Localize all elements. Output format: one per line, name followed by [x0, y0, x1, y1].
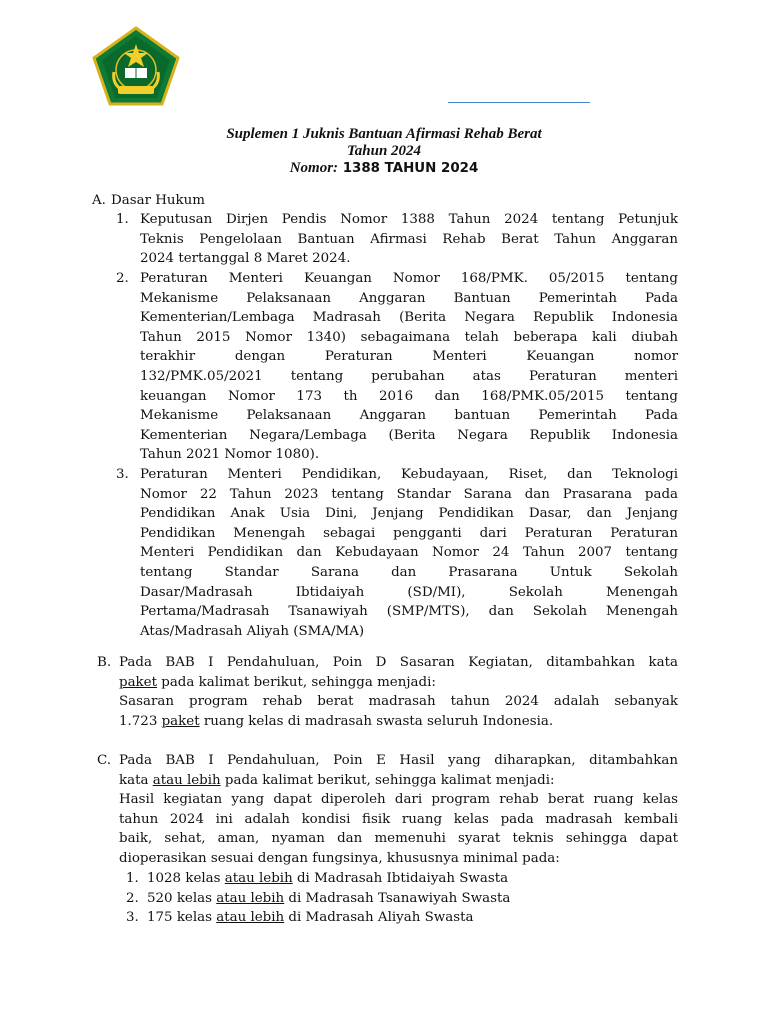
section-c-para-line: tahun 2024 ini adalah kondisi fisik ruang kelas pada madrasah kembali	[119, 811, 678, 827]
header-rule	[448, 102, 590, 103]
section-c-para-line: Hasil kegiatan yang dapat diperoleh dari program rehab berat ruang kelas	[119, 792, 678, 808]
item-text: Peraturan Menteri Pendidikan, Kebudayaan, Riset, dan Teknologi Nomor 22 Tahun 2023 tentang Standar Sarana dan Prasarana pada Pendidikan Anak Usia Dini, Jenjang Pendidikan Dasar, dan Jenjang Pendidikan Menengah sebagai pengganti dari Peraturan Peraturan Menteri Pendidikan dan Kebudayaan Nomor 24 Tahun 2007 tentang tentang Standar Sarana dan Prasarana Untuk Sekolah Dasar/Madrasah Ibtidaiyah (SD/MI), Sekolah Menengah Pertama/Madrasah Tsanawiyah (SMP/MTS), dan Sekolah Menengah Atas/Madrasah Aliyah (SMA/MA)	[140, 467, 678, 639]
list-item: 3. 175 kelas atau lebih di Madrasah Aliyah Swasta	[126, 910, 474, 926]
section-a-label: A.	[92, 193, 106, 208]
section-c-para-line: dioperasikan sesuai dengan fungsinya, khususnya minimal pada:	[119, 850, 560, 866]
item-number: 1.	[116, 212, 129, 227]
section-c-line2: kata atau lebih pada kalimat berikut, sehingga kalimat menjadi:	[119, 772, 555, 788]
section-a-heading: Dasar Hukum	[111, 193, 205, 208]
item-number: 2.	[116, 271, 129, 286]
section-c-list	[126, 869, 678, 928]
list-item: 2. 520 kelas atau lebih di Madrasah Tsanawiyah Swasta	[126, 890, 511, 906]
doc-title-line1: Suplemen 1 Juknis Bantuan Afirmasi Rehab Berat	[226, 126, 542, 142]
doc-title-line2: Tahun 2024	[346, 143, 422, 159]
section-b-label: B.	[97, 655, 112, 670]
item-text: Peraturan Menteri Keuangan Nomor 168/PMK. 05/2015 tentang Mekanisme Pelaksanaan Anggaran Bantuan Pemerintah Pada Kementerian/Lembaga Madrasah (Berita Negara Republik Indonesia Tahun 2015 Nomor 1340) sebagaimana telah beberapa kali diubah terakhir dengan Peraturan Menteri Keuangan nomor 132/PMK.05/2021 tentang perubahan atas Peraturan menteri keuangan Nomor 173 th 2016 dan 168/PMK.05/2015 tentang Mekanisme Pelaksanaan Anggaran bantuan Pemerintah Pada Kementerian Negara/Lembaga (Berita Negara Republik Indonesia Tahun 2021 Nomor 1080).	[140, 271, 678, 463]
doc-title-line3: Nomor: 1388 TAHUN 2024	[289, 160, 479, 176]
list-item: 1. 1028 kelas atau lebih di Madrasah Ibtidaiyah Swasta	[126, 871, 509, 886]
section-b-line2: paket pada kalimat berikut, sehingga menjadi:	[119, 674, 436, 690]
section-b-line1: Pada BAB I Pendahuluan, Poin D Sasaran Kegiatan, ditambahkan kata	[119, 655, 678, 670]
section-b-line4: 1.723 paket ruang kelas di madrasah swasta seluruh Indonesia.	[119, 713, 554, 729]
item-number: 3.	[116, 467, 129, 482]
section-b-line3: Sasaran program rehab berat madrasah tahun 2024 adalah sebanyak	[119, 694, 678, 710]
item-text: Keputusan Dirjen Pendis Nomor 1388 Tahun 2024 tentang Petunjuk Teknis Pengelolaan Bantuan Afirmasi Rehab Berat Tahun Anggaran 2024 tertanggal 8 Maret 2024.	[140, 212, 678, 267]
section-c-para-line: baik, sehat, aman, nyaman dan memenuhi syarat teknis sehingga dapat	[119, 831, 678, 847]
ministry-emblem-logo	[92, 26, 180, 106]
section-c-label: C.	[97, 753, 112, 768]
section-c-line1: Pada BAB I Pendahuluan, Poin E Hasil yang diharapkan, ditambahkan	[119, 753, 678, 768]
